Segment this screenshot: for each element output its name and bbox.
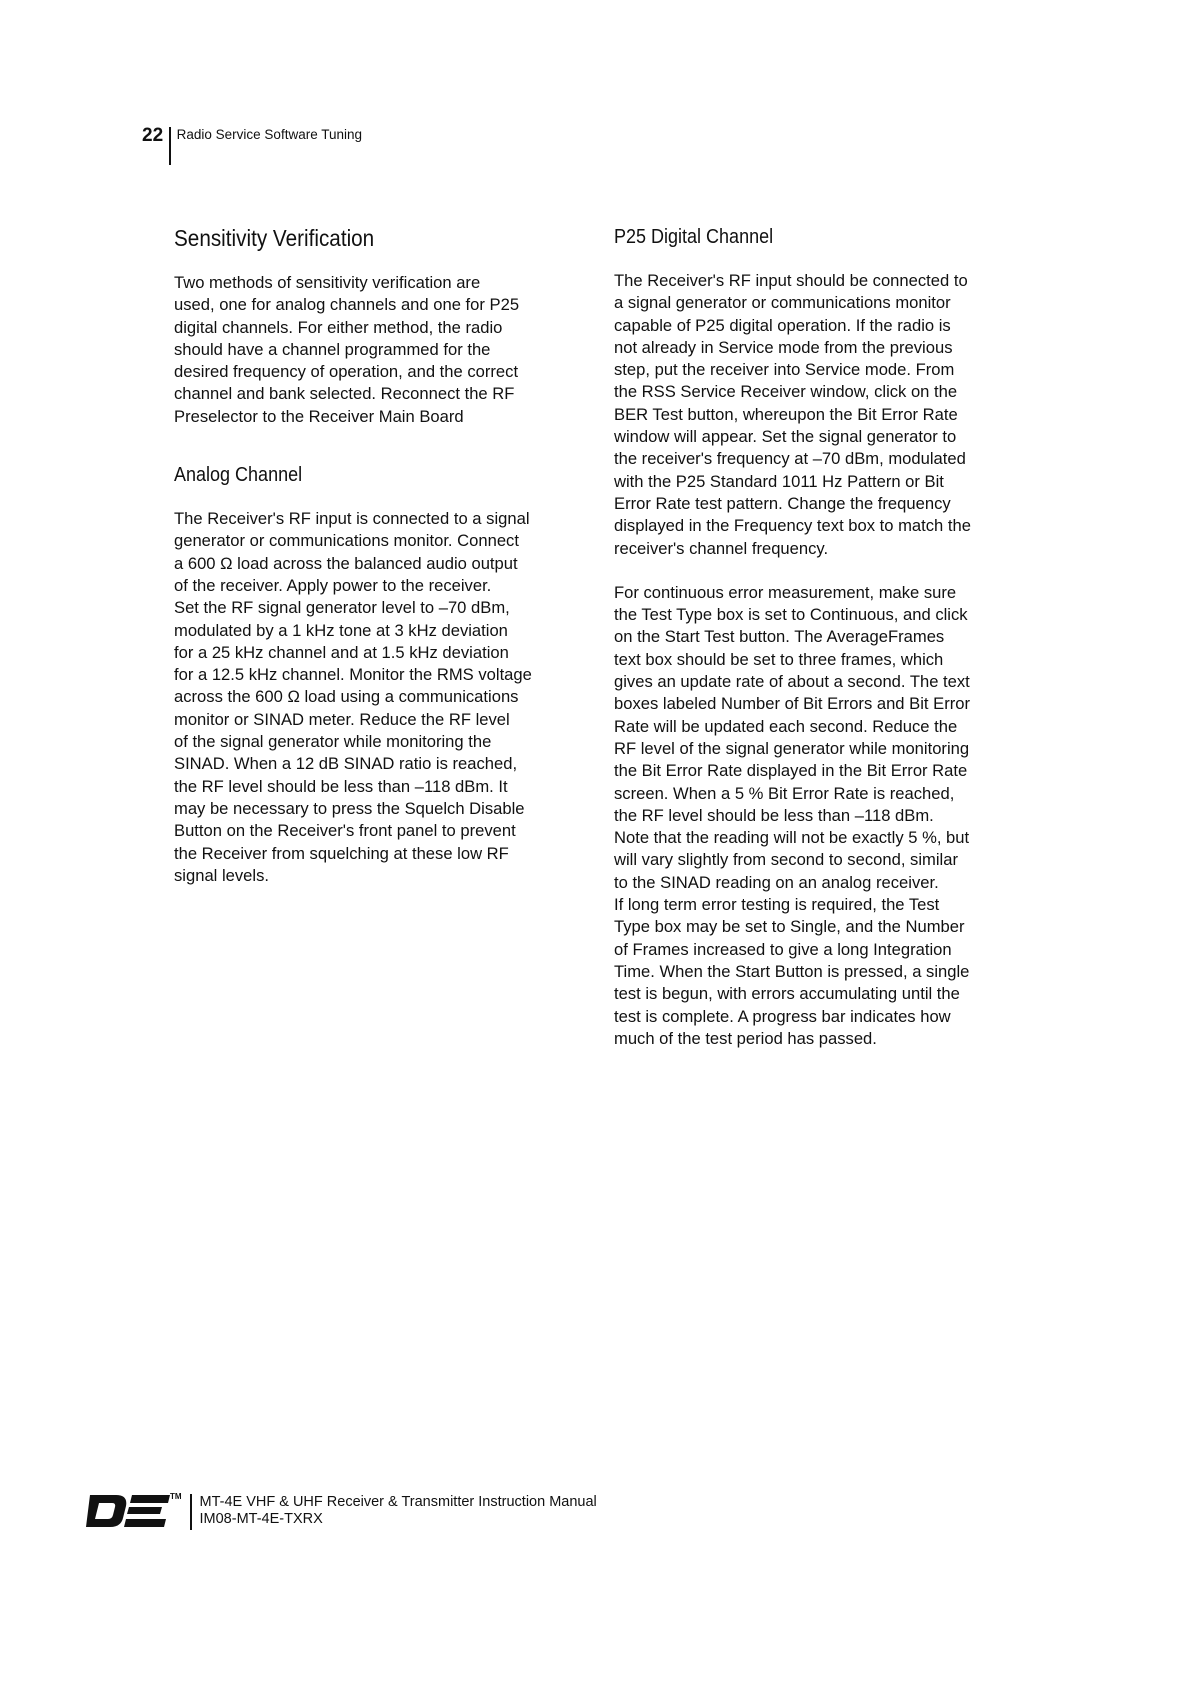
- intro-paragraph: Two methods of sensitivity verification are used, one for analog channels and one for P25 digital channels. For either method, the radio should have a channel programmed for the desired frequency of operation, and the correct channel and bank selected. Reconnect the RF Preselector to the Receiver Main Board: [174, 273, 520, 426]
- document-id: IM08-MT-4E-TXRX: [199, 1511, 323, 1527]
- section-title-sensitivity-verification: Sensitivity Verification: [174, 225, 375, 251]
- spacer: [174, 428, 594, 462]
- footer-text: [200, 1494, 597, 1528]
- right-column: [614, 224, 1034, 1050]
- page-header: [142, 124, 362, 164]
- p25-paragraph-2: For continuous error measurement, make sure the Test Type box is set to Continuous, and click on the Start Test button. The AverageFrames text box should be set to three frames, which gives an update rate of about a second. The text boxes labeled Number of Bit Errors and Bit Error Rate will be updated each second. Reduce the RF level of the signal generator while monitoring the Bit Error Rate displayed in the Bit Error Rate screen. When a 5 % Bit Error Rate is reached, the RF level should be less than –118 dBm. Note that the reading will not be exactly 5 %, but will vary slightly from second to second, similar to the SINAD reading on an analog receiver. If long term error testing is required, the Test Type box may be set to Single, and the Number of Frames increased to give a long Integration Time. When the Start Button is pressed, a single test is begun, with errors accumulating until the test is complete. A progress bar indicates how much of the test period has passed.: [614, 582, 970, 1048]
- header-divider: [169, 127, 171, 165]
- subsection-title-analog-channel: Analog Channel: [174, 464, 303, 487]
- trademark-mark: TM: [170, 1492, 182, 1501]
- footer-divider: [190, 1494, 192, 1530]
- running-title: Radio Service Software Tuning: [176, 127, 362, 142]
- de-logo-icon: [86, 1494, 186, 1530]
- manual-title: MT-4E VHF & UHF Receiver & Transmitter Instruction Manual: [199, 1494, 597, 1510]
- subsection-title-p25-digital-channel: P25 Digital Channel: [614, 226, 774, 248]
- page-footer: [86, 1494, 597, 1530]
- analog-paragraph: The Receiver's RF input is connected to a signal generator or communications monitor. Connect a 600 Ω load across the balanced audio output of the receiver. Apply power to the receiver. Set the RF signal generator level to –70 dBm, modulated by a 1 kHz tone at 3 kHz deviation for a 25 kHz channel and at 1.5 kHz deviation for a 12.5 kHz channel. Monitor the RMS voltage across the 600 Ω load using a communications monitor or SINAD meter. Reduce the RF level of the signal generator while monitoring the SINAD. When a 12 dB SINAD ratio is reached, the RF level should be less than –118 dBm. It may be necessary to press the Squelch Disable Button on the Receiver's front panel to prevent the Receiver from squelching at these low RF signal levels.: [174, 509, 532, 885]
- page-number: 22: [142, 125, 164, 146]
- p25-paragraph-1: The Receiver's RF input should be connected to a signal generator or communications monitor capable of P25 digital operation. If the radio is not already in Service mode from the previous step, put the receiver into Service mode. From the RSS Service Receiver window, click on the BER Test button, whereupon the Bit Error Rate window will appear. Set the signal generator to the receiver's frequency at –70 dBm, modulated with the P25 Standard 1011 Hz Pattern or Bit Error Rate test pattern. Change the frequency displayed in the Frequency text box to match the receiver's channel frequency.: [614, 271, 971, 558]
- spacer: [614, 560, 1034, 582]
- left-column: [174, 224, 594, 887]
